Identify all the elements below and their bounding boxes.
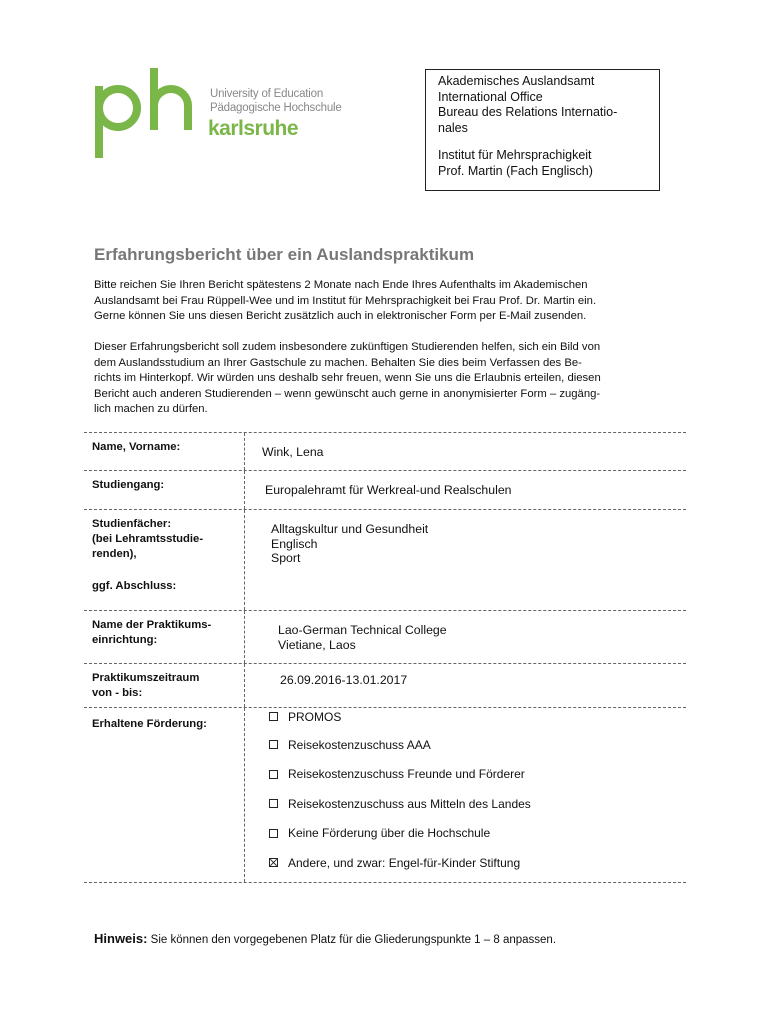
checkbox-icon[interactable]: [269, 712, 278, 721]
funding-option-promos[interactable]: [269, 708, 686, 730]
subject-value: Englisch: [271, 536, 318, 551]
paragraph-line: Auslandsamt bei Frau Rüppell-Wee und im Institut für Mehrsprachigkeit bei Frau Prof. Dr. Martin ein.: [94, 294, 597, 307]
paragraph-line: Dieser Erfahrungsbericht soll zudem insbesondere zukünftigen Studierenden helfen, sich ein Bild von: [94, 341, 601, 353]
logo-university-line: University of Education: [210, 88, 324, 100]
address-line: nales: [438, 120, 468, 135]
institution-label-line: Name der Praktikums-: [92, 619, 212, 631]
funding-option-label: Reisekostenzuschuss Freunde und Förderer: [288, 767, 525, 781]
paragraph-line: Gerne können Sie uns diesen Bericht zusätzlich auch in elektronischer Form per E-Mail zusenden.: [94, 310, 587, 323]
period-label-line: von - bis:: [92, 687, 143, 699]
paragraph-line: richts im Hinterkopf. Wir würden uns deshalb sehr freuen, wenn Sie uns die Erlaubnis erteilen, diesen: [94, 372, 601, 385]
checkbox-icon[interactable]: [269, 740, 278, 749]
subjects-label-line: Studienfächer:: [92, 518, 172, 530]
address-line: Institut für Mehrsprachigkeit: [438, 148, 592, 162]
paragraph-line: dem Auslandsstudium an Ihrer Gastschule zu machen. Behalten Sie dies beim Verfassen des Be-: [94, 356, 582, 369]
institution-label: [84, 611, 245, 663]
checkbox-icon[interactable]: [269, 829, 278, 838]
period-label-line: Praktikumszeitraum: [92, 672, 200, 684]
course-label: Studiengang:: [84, 471, 245, 509]
funding-option-label: Reisekostenzuschuss aus Mitteln des Landes: [288, 796, 531, 811]
name-label: Name, Vorname:: [84, 433, 245, 470]
funding-options: [245, 708, 686, 882]
checked-checkbox-icon[interactable]: [269, 858, 278, 867]
page-title: Erfahrungsbericht über ein Auslandspraktikum: [94, 245, 475, 264]
paragraph-line: Bitte reichen Sie Ihren Bericht spätestens 2 Monate nach Ende Ihres Aufenthalts im Akademischen: [94, 279, 588, 291]
address-line: Akademisches Auslandsamt: [438, 74, 595, 88]
paragraph-line: lich machen zu dürfen.: [94, 403, 208, 416]
period-field[interactable]: 26.09.2016-13.01.2017: [280, 673, 408, 687]
logo-city: karlsruhe: [208, 117, 299, 140]
form-row-course: [84, 471, 686, 510]
funding-option-landes[interactable]: [269, 789, 686, 819]
info-paragraph: [94, 340, 684, 418]
hint-label: Hinweis:: [94, 931, 148, 946]
university-logo: [94, 66, 354, 162]
form-row-name: [84, 433, 686, 471]
subjects-label-line: renden),: [92, 548, 137, 560]
form-row-period: [84, 664, 686, 708]
subjects-field[interactable]: [245, 510, 686, 610]
funding-option-freunde[interactable]: [269, 760, 686, 790]
institution-field[interactable]: [245, 611, 686, 663]
subject-value: Sport: [271, 551, 301, 565]
paragraph-line: Bericht auch anderen Studierenden – wenn gewünscht auch gerne in anonymisierter Form – zugäng-: [94, 387, 601, 400]
ph-logo-mark: [94, 66, 204, 162]
address-line: Prof. Martin (Fach Englisch): [438, 163, 593, 178]
name-field[interactable]: Wink, Lena: [262, 445, 324, 459]
course-field[interactable]: Europalehramt für Werkreal-und Realschulen: [265, 483, 512, 497]
funding-option-label: Andere, und zwar: Engel-für-Kinder Stiftung: [288, 855, 521, 870]
hint-text: Sie können den vorgegebenen Platz für die Gliederungspunkte 1 – 8 anpassen.: [147, 934, 557, 946]
period-label: [84, 664, 245, 707]
subjects-label: [84, 510, 245, 610]
hint-note: [94, 931, 556, 946]
address-line: International Office: [438, 89, 543, 104]
logo-hochschule-line: Pädagogische Hochschule: [210, 102, 342, 114]
institution-value: Lao-German Technical College: [278, 623, 447, 637]
funding-option-label: PROMOS: [288, 710, 342, 724]
intro-paragraph: [94, 278, 684, 325]
institution-label-line: einrichtung:: [92, 634, 158, 646]
institution-value: Vietiane, Laos: [278, 637, 356, 652]
funding-option-none[interactable]: [269, 819, 686, 849]
checkbox-icon[interactable]: [269, 770, 278, 779]
report-form-table: [84, 432, 686, 883]
degree-label: ggf. Abschluss:: [92, 580, 177, 592]
funding-option-label: Keine Förderung über die Hochschule: [288, 826, 491, 840]
subjects-label-line: (bei Lehramtsstudie-: [92, 533, 204, 545]
form-row-subjects: [84, 510, 686, 611]
checkbox-icon[interactable]: [269, 799, 278, 808]
form-row-funding: [84, 708, 686, 882]
address-line: Bureau des Relations Internatio-: [438, 105, 618, 119]
funding-option-label: Reisekostenzuschuss AAA: [288, 737, 431, 752]
address-box: [425, 69, 660, 191]
funding-option-aaa[interactable]: [269, 730, 686, 760]
form-row-institution: [84, 611, 686, 664]
funding-label: Erhaltene Förderung:: [84, 708, 245, 882]
subject-value: Alltagskultur und Gesundheit: [271, 522, 429, 536]
funding-option-other[interactable]: [269, 848, 686, 878]
